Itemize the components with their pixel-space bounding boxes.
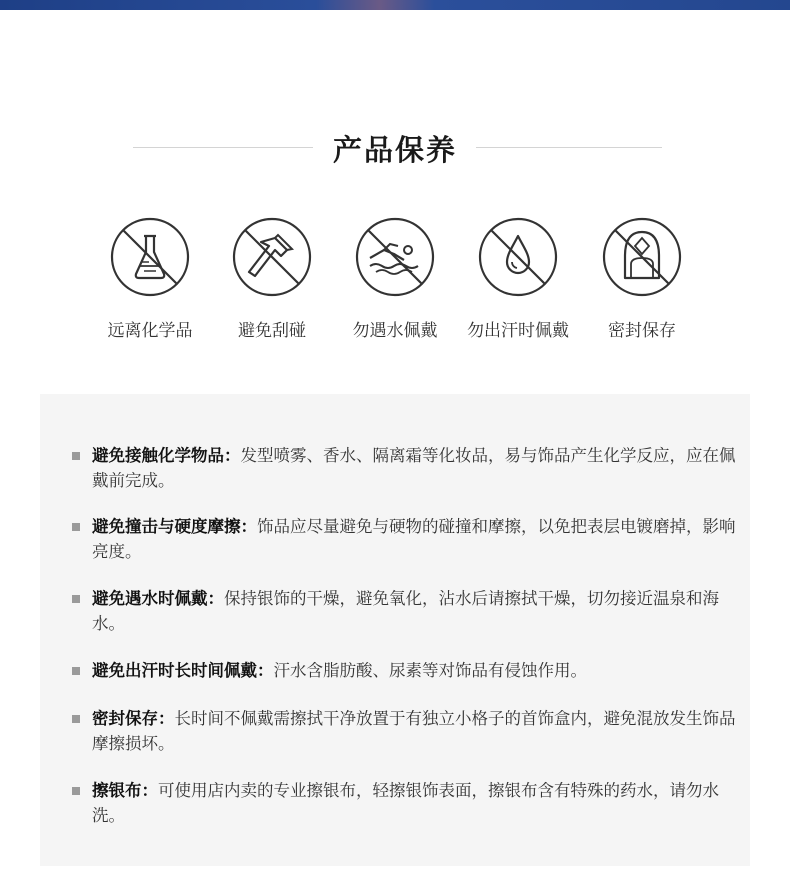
list-item — [76, 706, 736, 756]
note-body: 长时间不佩戴需擦拭干净放置于有独立小格子的首饰盒内，避免混放发生饰品摩擦损坏。 — [92, 709, 736, 753]
note-body: 饰品应尽量避免与硬物的碰撞和摩擦，以免把表层电镀磨掉，影响亮度。 — [92, 517, 736, 561]
divider-left — [133, 147, 313, 148]
note-heading: 避免遇水时佩戴： — [92, 589, 224, 608]
bullet-marker — [72, 787, 80, 795]
care-icons-row — [0, 216, 790, 346]
note-body: 汗水含脂肪酸、尿素等对饰品有侵蚀作用。 — [273, 661, 587, 680]
list-item — [76, 658, 736, 683]
care-notes-panel — [40, 394, 750, 866]
swimmer-icon — [354, 216, 436, 298]
care-label: 勿遇水佩戴 — [352, 321, 438, 341]
bullet-marker — [72, 595, 80, 603]
care-label: 远离化学品 — [107, 321, 193, 341]
section-header — [0, 128, 790, 168]
note-body: 可使用店内卖的专业擦银布，轻擦银饰表面，擦银布含有特殊的药水，请勿水洗。 — [92, 781, 719, 825]
care-label: 避免刮碰 — [238, 321, 306, 341]
note-body: 保持银饰的干燥，避免氧化，沾水后请擦拭干燥，切勿接近温泉和海水。 — [92, 589, 719, 633]
list-item — [76, 443, 736, 493]
note-heading: 擦银布： — [92, 781, 158, 800]
care-label: 勿出汗时佩戴 — [467, 321, 569, 341]
bullet-marker — [72, 523, 80, 531]
bullet-marker — [72, 667, 80, 675]
note-text — [76, 658, 736, 683]
note-heading: 避免出汗时长时间佩戴： — [92, 661, 274, 680]
list-item — [76, 514, 736, 564]
divider-right — [476, 147, 662, 148]
care-label: 密封保存 — [608, 321, 676, 341]
note-text — [76, 706, 736, 756]
care-item-scratch — [212, 216, 332, 341]
note-heading: 避免撞击与硬度摩擦： — [92, 517, 257, 536]
care-item-water — [335, 216, 455, 341]
note-text — [76, 514, 736, 564]
note-text — [76, 778, 736, 828]
list-item — [76, 778, 736, 828]
note-heading: 避免接触化学物品： — [92, 446, 241, 465]
care-item-storage — [582, 216, 702, 341]
section-title: 产品保养 — [332, 133, 457, 167]
top-banner-strip — [0, 0, 790, 10]
bullet-marker — [72, 715, 80, 723]
sweat-drop-icon — [477, 216, 559, 298]
sealed-box-icon — [601, 216, 683, 298]
note-body: 发型喷雾、香水、隔离霜等化妆品，易与饰品产生化学反应，应在佩戴前完成。 — [92, 446, 736, 490]
care-item-chemicals — [90, 216, 210, 341]
list-item — [76, 586, 736, 636]
note-heading: 密封保存： — [92, 709, 175, 728]
hammer-icon — [231, 216, 313, 298]
bullet-marker — [72, 452, 80, 460]
note-text — [76, 443, 736, 493]
note-text — [76, 586, 736, 636]
care-item-sweat — [458, 216, 578, 341]
flask-icon — [109, 216, 191, 298]
